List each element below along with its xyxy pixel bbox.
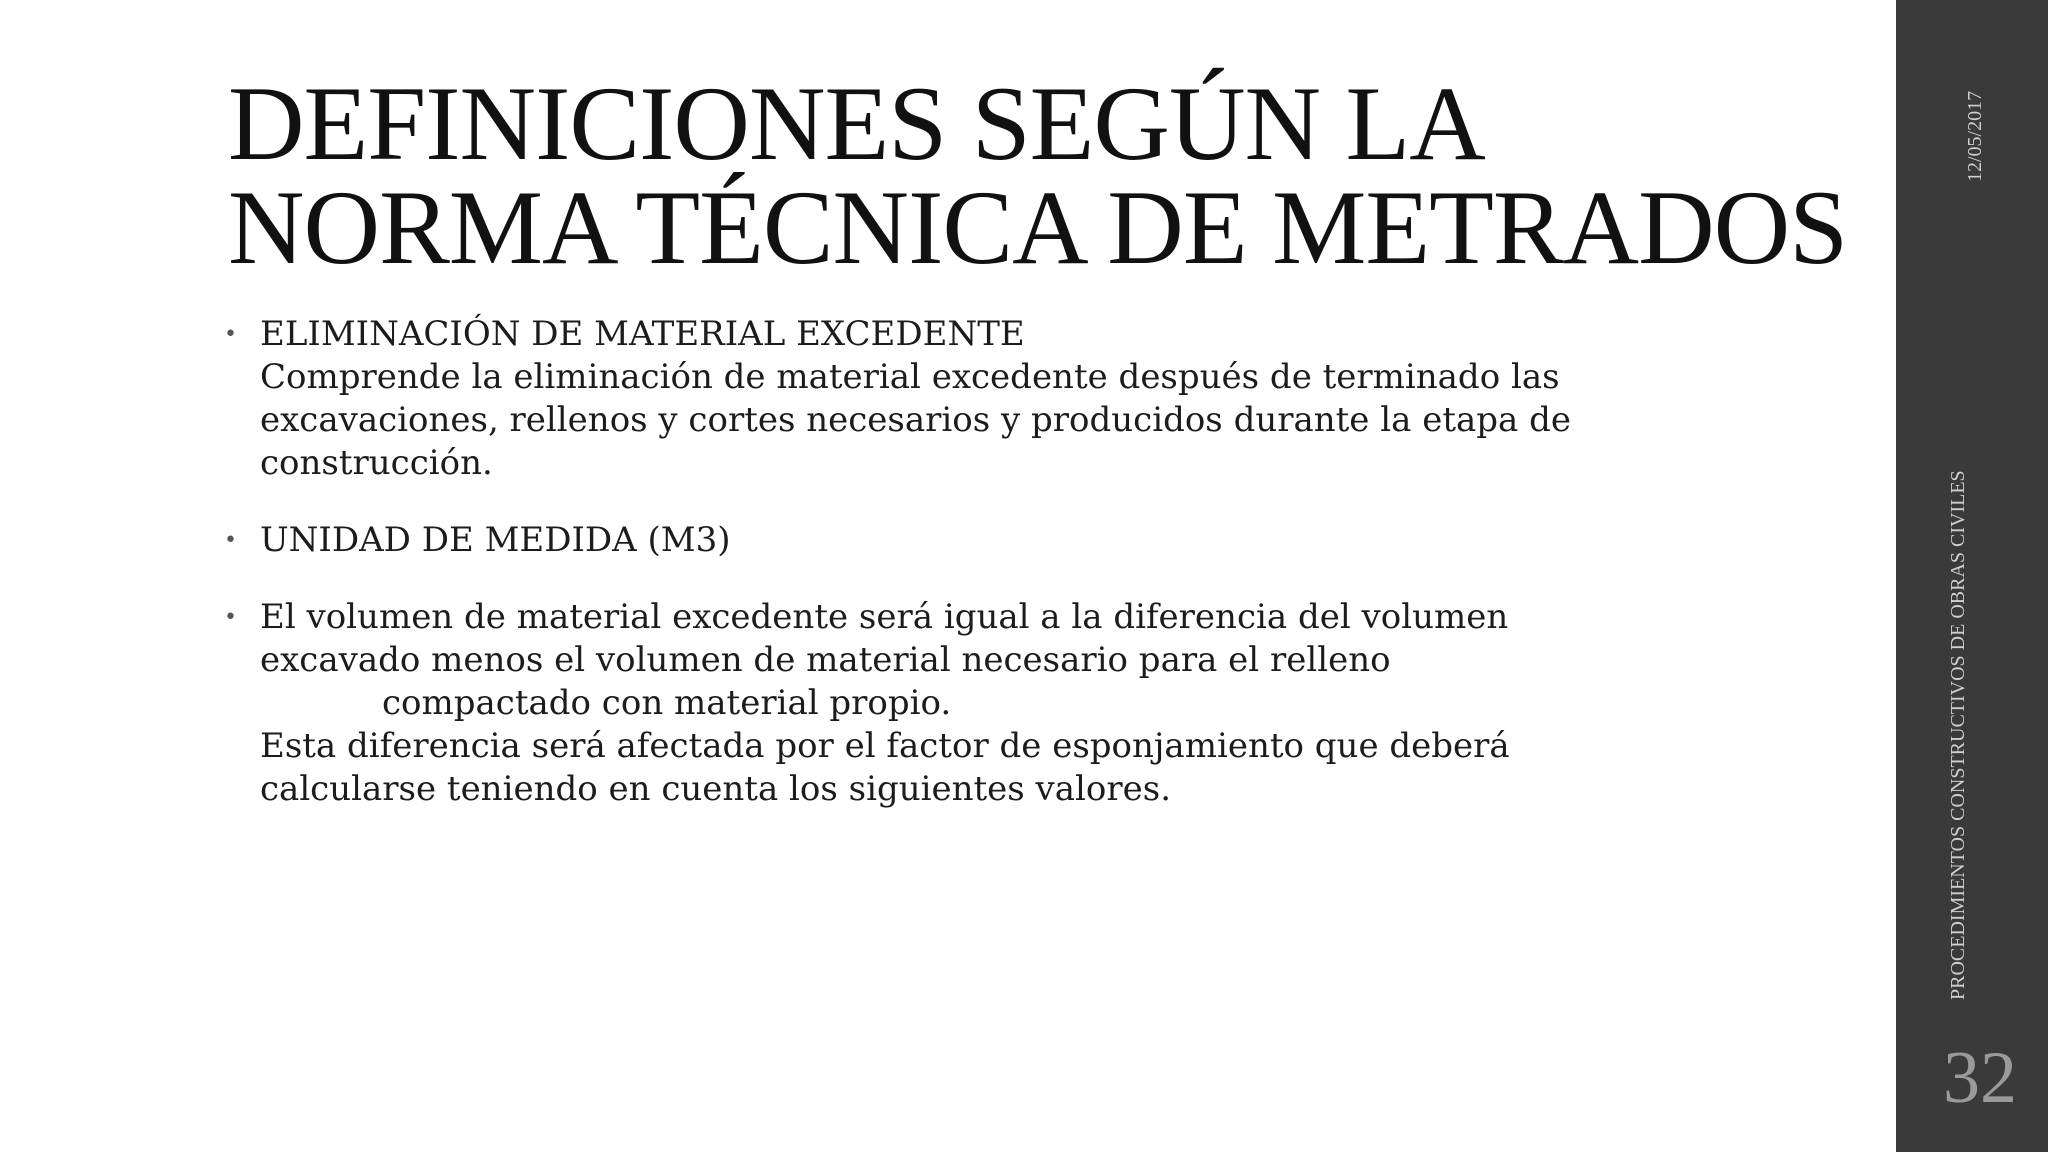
bullet-line: Esta diferencia será afectada por el factor de esponjamiento que deberá	[260, 726, 1510, 766]
bullet-line: excavaciones, rellenos y cortes necesarios y producidos durante la etapa de	[260, 400, 1571, 440]
bullet-elimination	[222, 313, 1612, 485]
bullet-dot: •	[224, 528, 237, 553]
slide-title	[228, 65, 1848, 286]
title-line-1: DEFINICIONES SEGÚN LA	[228, 65, 1485, 182]
bullet-line: Comprende la eliminación de material excedente después de terminado las	[260, 357, 1560, 397]
page-number: 32	[1943, 1037, 2017, 1119]
bullet-line: calcularse teniendo en cuenta los siguientes valores.	[260, 769, 1172, 809]
bullet-line: UNIDAD DE MEDIDA (M3)	[260, 520, 731, 560]
title-line-2: NORMA TÉCNICA DE METRADOS	[228, 169, 1848, 286]
bullet-line: El volumen de material excedente será igual a la diferencia del volumen	[260, 597, 1509, 637]
slide-body	[222, 313, 1612, 845]
bullet-volume	[222, 596, 1612, 811]
bullet-dot: •	[224, 605, 237, 630]
slide-footer: PROCEDIMIENTOS CONSTRUCTIVOS DE OBRAS CIVILES	[1947, 470, 1969, 1000]
slide-date: 12/05/2017	[1964, 90, 1986, 182]
bullet-line: ELIMINACIÓN DE MATERIAL EXCEDENTE	[260, 314, 1025, 354]
bullet-unit	[222, 519, 1612, 562]
bullet-dot: •	[224, 322, 237, 347]
bullet-line: excavado menos el volumen de material necesario para el relleno	[260, 640, 1391, 680]
bullet-line: compactado con material propio.	[382, 683, 952, 723]
bullet-line: construcción.	[260, 443, 493, 483]
